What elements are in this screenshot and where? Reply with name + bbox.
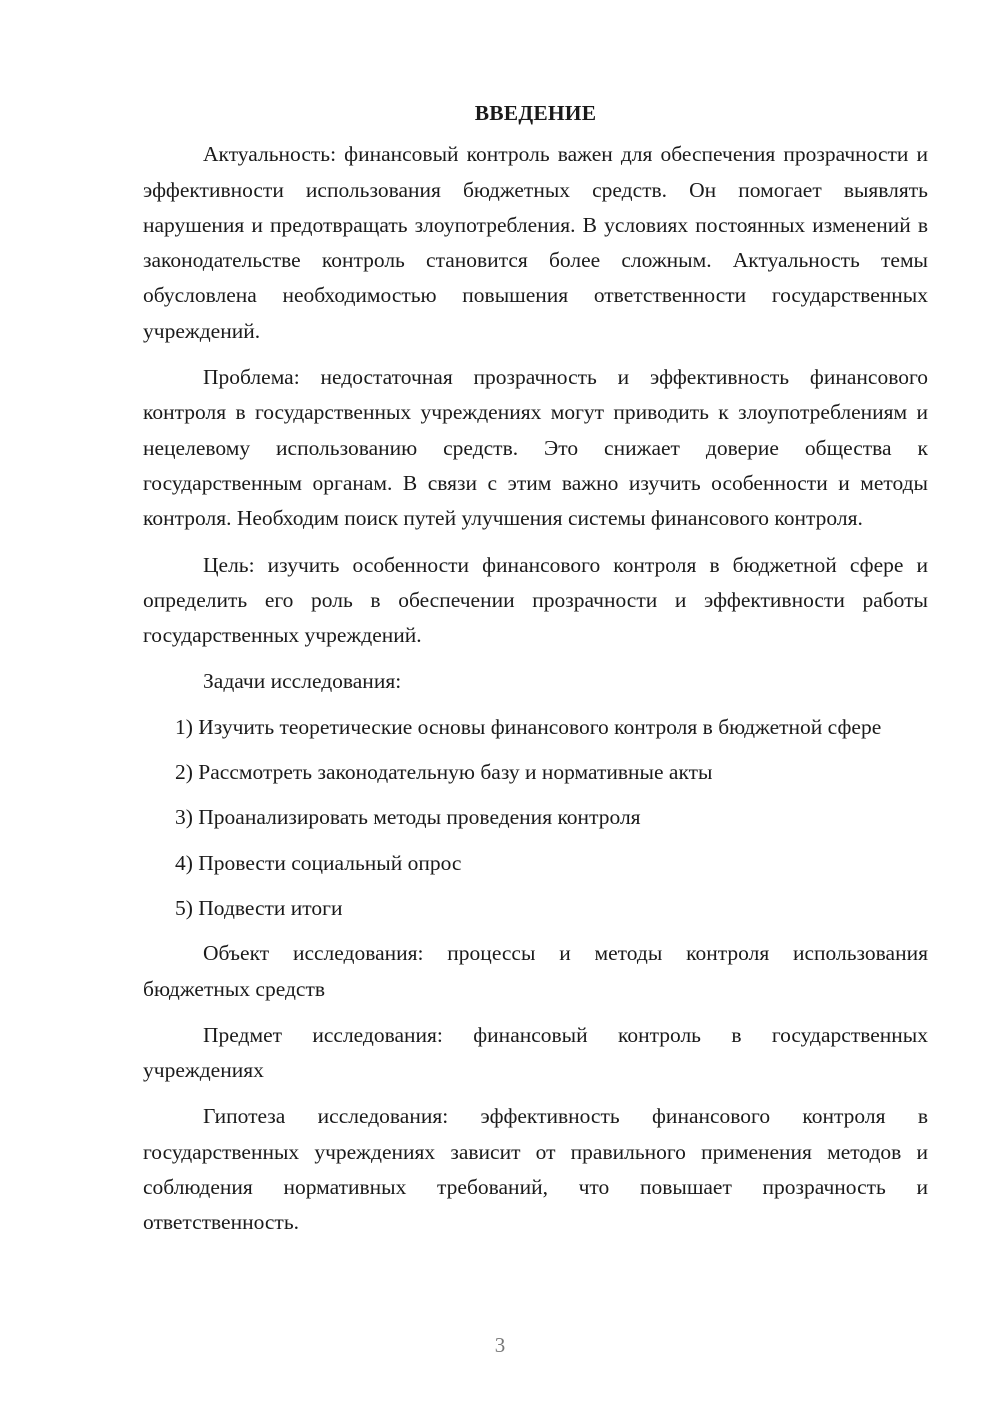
hypothesis-paragraph: Гипотеза исследования: эффективность финансового контроля в государственных учреждениях зависит от правильного применения методов и соблюдения нормативных требований, что повышает прозрачность и ответственность. (143, 1104, 928, 1235)
task-item: 4) Провести социальный опрос (175, 850, 462, 875)
task-item: 1) Изучить теоретические основы финансового контроля в бюджетной сфере (175, 714, 882, 739)
object-paragraph: Объект исследования: процессы и методы контроля использования бюджетных средств (143, 941, 928, 1001)
subject-paragraph: Предмет исследования: финансовый контроль в государственных учреждениях (143, 1022, 928, 1083)
page-number: 3 (494, 1333, 506, 1357)
tasks-heading: Задачи исследования: (203, 669, 402, 694)
task-item: 2) Рассмотреть законодательную базу и нормативные акты (175, 760, 713, 785)
goal-paragraph: Цель: изучить особенности финансового контроля в бюджетной сфере и определить его роль в обеспечении прозрачности и эффективности работы государственных учреждений. (143, 552, 928, 648)
relevance-paragraph: Актуальность: финансовый контроль важен для обеспечения прозрачности и эффективности использования бюджетных средств. Он помогает выявлять нарушения и предотвращать злоупотребления. В условиях постоянных изменений в законодательстве контроль становится более сложным. Актуальность темы обусловлена необходимостью повышения ответственности государственных учреждений. (143, 142, 928, 343)
task-item: 5) Подвести итоги (175, 895, 343, 920)
page-title: ВВЕДЕНИЕ (474, 101, 597, 125)
task-item: 3) Проанализировать методы проведения контроля (175, 805, 641, 830)
problem-paragraph: Проблема: недостаточная прозрачность и эффективность финансового контроля в государственных учреждениях могут приводить к злоупотреблениям и нецелевому использованию средств. Это снижает доверие общества к государственным органам. В связи с этим важно изучить особенности и методы контроля. Необходим поиск путей улучшения системы финансового контроля. (143, 365, 928, 531)
tasks-list (143, 710, 928, 926)
document-page (143, 96, 928, 1252)
